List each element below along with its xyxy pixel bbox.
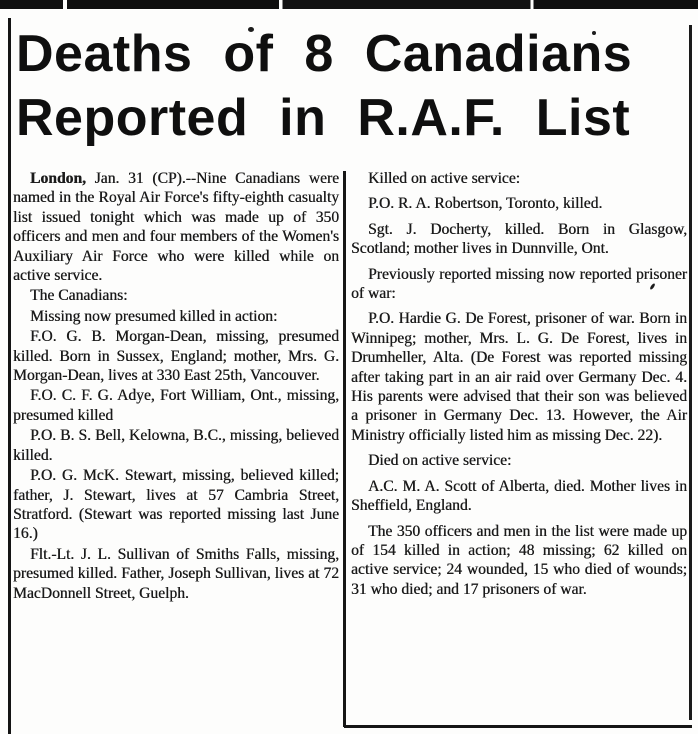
article-paragraph: F.O. G. B. Morgan-Dean, missing, presumed killed. Born in Sussex, England; mother, Mrs. G. Morgan-Dean, lives at 330 East 25th, Vancouver. xyxy=(13,328,339,385)
section-label: Died on active service: xyxy=(368,452,512,470)
article-paragraph: F.O. C. F. G. Adye, Fort William, Ont., missing, presumed killed xyxy=(13,387,339,424)
dateline-text: Jan. 31 (CP).--Nine Canadians were named in the Royal Air Force's fifty-eighth casualty list issued tonight which was made up of 350 officers and men and four members of the Women's Auxiliary Air Force who were killed while on active service. xyxy=(13,170,339,285)
left-column-rule xyxy=(8,18,11,734)
article-paragraph: P.O. Hardie G. De Forest, prisoner of war. Born in Winnipeg; mother, Mrs. L. G. De Forest, lives in Drumheller, Alta. (De Forest was reported missing after taking part in an air raid over Germany Dec. 4. His parents were advised that their son was believed a prisoner in Germany Dec. 13. However, the Air Ministry officially listed him as missing Dec. 22). xyxy=(351,310,687,444)
article-paragraph: A.C. M. A. Scott of Alberta, died. Mother lives in Sheffield, England. xyxy=(351,477,687,515)
section-label: Killed on active service: xyxy=(368,170,520,187)
dateline-city: London, xyxy=(30,170,86,187)
section-label: Previously reported missing now reported prisoner of war: xyxy=(351,265,687,303)
headline-line-2: Reported in R.A.F. List xyxy=(16,89,631,147)
section-label: Missing now presumed killed in action: xyxy=(30,307,278,325)
article-paragraph-dateline xyxy=(13,169,339,285)
headline-line-1: Deaths of 8 Canadians xyxy=(16,25,633,83)
article-paragraph: Flt.-Lt. J. L. Sullivan of Smiths Falls, missing, presumed killed. Father, Joseph Sullivan, lives at 72 MacDonnell Street, Guelph. xyxy=(13,545,339,602)
article-paragraph: P.O. R. A. Robertson, Toronto, killed. xyxy=(368,195,603,213)
article-paragraph: Sgt. J. Docherty, killed. Born in Glasgow, Scotland; mother lives in Dunnville, Ont. xyxy=(351,220,687,258)
article-paragraph: The 350 officers and men in the list were made up of 154 killed in action; 48 missing; 62 killed on active service; 24 wounded, 15 who died of wounds; 31 who died; and 17 prisoners of war. xyxy=(351,522,687,598)
section-label: The Canadians: xyxy=(30,287,128,305)
article-left-column xyxy=(13,169,342,734)
top-border-rule xyxy=(0,0,698,9)
article-paragraph: P.O. G. McK. Stewart, missing, believed killed; father, J. Stewart, lives at 57 Cambria Street, Stratford. (Stewart was reported missing last June 16.) xyxy=(13,467,339,543)
article-paragraph: P.O. B. S. Bell, Kelowna, B.C., missing, believed killed. xyxy=(13,427,339,464)
article-body xyxy=(13,169,689,734)
article-right-column xyxy=(342,169,687,734)
right-column-rule xyxy=(689,25,692,720)
headline xyxy=(16,22,688,150)
